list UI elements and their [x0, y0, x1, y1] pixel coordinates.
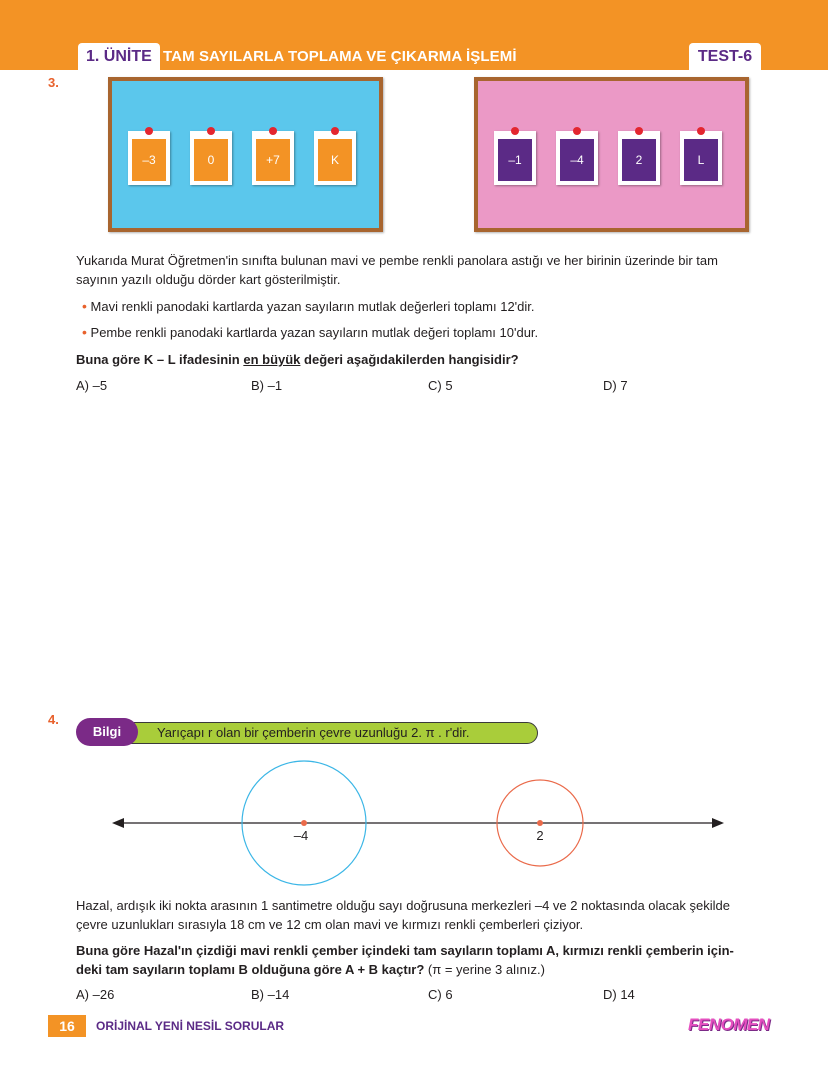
q4-question-line-1: Buna göre Hazal'ın çizdiği mavi renkli çember içindeki tam sayıların toplamı A, kırmızı renkli çemberin için- — [76, 943, 734, 958]
q3-option-a[interactable]: A) –5 — [76, 378, 108, 393]
bullet-text: Mavi renkli panodaki kartlarda yazan sayıların mutlak değerleri toplamı 12'dir. — [90, 299, 535, 314]
pink-card: L — [680, 131, 722, 185]
pin-icon — [635, 127, 643, 135]
question-3-number: 3. — [48, 75, 59, 90]
q3-question-pre: Buna göre K – L ifadesinin — [76, 352, 244, 367]
blue-board — [108, 77, 383, 232]
q4-text-line-2: çevre uzunlukları sırasıyla 18 cm ve 12 cm olan mavi ve kırmızı renkli çemberleri çiziyor. — [76, 917, 584, 932]
bullet-icon: • — [82, 298, 87, 314]
q3-bullet-1 — [82, 297, 535, 316]
pink-board — [474, 77, 749, 232]
pin-icon — [331, 127, 339, 135]
bullet-icon: • — [82, 324, 87, 340]
q4-option-b[interactable]: B) –14 — [251, 987, 290, 1002]
blue-card: +7 — [252, 131, 294, 185]
number-line-figure — [0, 755, 828, 895]
q3-option-c[interactable]: C) 5 — [428, 378, 453, 393]
page-number: 16 — [48, 1015, 86, 1037]
q4-text-line-1: Hazal, ardışık iki nokta arasının 1 santimetre olduğu sayı doğrusuna merkezleri –4 ve 2 noktasında olacak şekilde — [76, 898, 730, 913]
left-arrow-icon — [112, 818, 124, 828]
pink-card: 2 — [618, 131, 660, 185]
blue-card: K — [314, 131, 356, 185]
red-center-point — [537, 820, 543, 826]
q4-question-line-2: deki tam sayıların toplamı B olduğuna göre A + B kaçtır? — [76, 962, 425, 977]
footer-series: ORİJİNAL YENİ NESİL SORULAR — [96, 1019, 285, 1033]
q4-question-note: (π = yerine 3 alınız.) — [424, 962, 545, 977]
question-4-number: 4. — [48, 712, 59, 727]
q3-option-b[interactable]: B) –1 — [251, 378, 283, 393]
q3-option-d[interactable]: D) 7 — [603, 378, 628, 393]
q4-question-line-2-wrap — [76, 960, 766, 979]
q3-question-emphasis: en büyük — [243, 352, 301, 367]
q3-question-post: değeri aşağıdakilerden hangisidir? — [300, 352, 519, 367]
q4-option-d[interactable]: D) 14 — [603, 987, 635, 1002]
pin-icon — [511, 127, 519, 135]
pin-icon — [207, 127, 215, 135]
test-badge: TEST-6 — [689, 43, 761, 70]
unit-title: TAM SAYILARLA TOPLAMA VE ÇIKARMA İŞLEMİ — [163, 48, 517, 65]
q3-question — [76, 350, 519, 369]
info-label: Bilgi — [76, 718, 138, 746]
bullet-text: Pembe renkli panodaki kartlarda yazan sayıların mutlak değeri toplamı 10'dur. — [90, 325, 539, 340]
q4-option-a[interactable]: A) –26 — [76, 987, 115, 1002]
label-minus-4: –4 — [293, 828, 309, 843]
unit-badge: 1. ÜNİTE — [78, 43, 160, 70]
q3-intro-line-2: sayının yazılı olduğu dörder kart gösterilmiştir. — [76, 272, 341, 287]
q3-intro-line-1: Yukarıda Murat Öğretmen'in sınıfta bulunan mavi ve pembe renkli panolara astığı ve her birinin üzerinde bir tam — [76, 253, 718, 268]
pin-icon — [697, 127, 705, 135]
info-text: Yarıçapı r olan bir çemberin çevre uzunluğu 2. π . r'dir. — [157, 725, 470, 740]
blue-card: 0 — [190, 131, 232, 185]
pink-card: –4 — [556, 131, 598, 185]
right-arrow-icon — [712, 818, 724, 828]
brand-logo: FENOMEN — [688, 1015, 770, 1034]
q4-option-c[interactable]: C) 6 — [428, 987, 453, 1002]
label-2: 2 — [536, 828, 544, 843]
q3-bullet-2 — [82, 323, 538, 342]
pin-icon — [269, 127, 277, 135]
pin-icon — [573, 127, 581, 135]
pin-icon — [145, 127, 153, 135]
blue-card: –3 — [128, 131, 170, 185]
pink-card: –1 — [494, 131, 536, 185]
blue-center-point — [301, 820, 307, 826]
